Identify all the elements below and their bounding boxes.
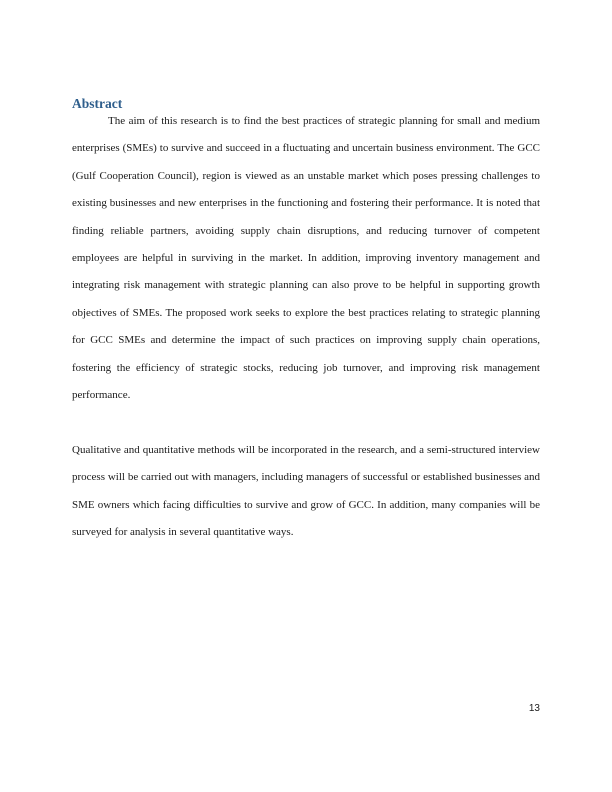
abstract-paragraph-2: Qualitative and quantitative methods will be incorporated in the research, and a semi-structured interview process will be carried out with managers, including managers of successful or established businesses and SME owners which facing difficulties to survive and grow of GCC. In addition, many companies will be surveyed for analysis in several quantitative ways. xyxy=(72,444,540,539)
abstract-paragraph-1: The aim of this research is to find the best practices of strategic planning for small and medium enterprises (SMEs) to survive and succeed in a fluctuating and uncertain business environment. The GCC (Gulf Cooperation Council), region is viewed as an unstable market which poses pressing challenges to existing businesses and new enterprises in the functioning and fostering their performance. It is noted that finding reliable partners, avoiding supply chain disruptions, and reducing turnover of competent employees are helpful in surviving in the market. In addition, improving inventory management and integrating risk management with strategic planning can also prove to be helpful in supporting growth objectives of SMEs. The proposed work seeks to explore the best practices relating to strategic planning for GCC SMEs and determine the impact of such practices on improving supply chain operations, fostering the efficiency of strategic stocks, reducing job turnover, and improving risk management performance. xyxy=(72,115,540,402)
abstract-heading: Abstract xyxy=(72,96,123,111)
page-number: 13 xyxy=(528,703,540,714)
